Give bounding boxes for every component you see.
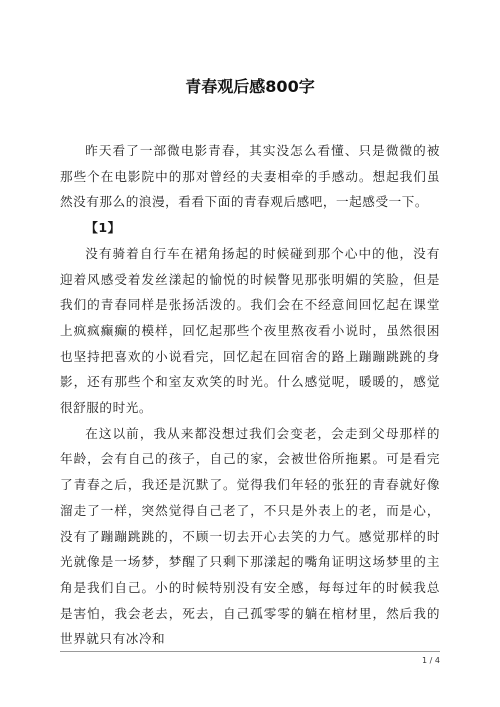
- section-heading: 【1】: [85, 220, 121, 236]
- footer-divider: [60, 651, 440, 652]
- paragraph: 在这以前，我从来都没想过我们会变老，会走到父母那样的年龄，会有自己的孩子，自己的家，会被世俗所拖累。可是看完了青春之后，我还是沉默了。觉得我们年轻的张狂的青春就好像溜走了一样，突然觉得自己老了，不只是外表上的老，而是心，没有了蹦蹦跳跳的，不顾一切去开心去笑的力气。感觉那样的时光就像是一场梦，梦醒了只剩下那漾起的嘴角证明这场梦里的主角是我们自己。小的时候特别没有安全感，每每过年的时候我总是害怕，我会老去，死去，自己孤零零的躺在棺材里，然后我的世界就只有冰冷和: [60, 425, 440, 647]
- paragraph-intro: 昨天看了一部微电影青春，其实没怎么看懂、只是微微的被那些个在电影院中的那对曾经的夫妻相牵的手感动。想起我们虽然没有那么的浪漫，看看下面的青春观后感吧，一起感受一下。: [60, 143, 440, 210]
- document-title: 青春观后感800字: [185, 77, 315, 96]
- paragraph: 没有骑着自行车在裙角扬起的时候碰到那个心中的他，没有迎着风感受着发丝漾起的愉悦的时候瞥见那张明媚的笑脸，但是我们的青春同样是张扬活泼的。我们会在不经意间回忆起在课堂上疯疯癫癫的模样，回忆起那些个夜里熬夜看小说时，虽然很困也坚持把喜欢的小说看完，回忆起在回宿舍的路上蹦蹦跳跳的身影，还有那些个和室友欢笑的时光。什么感觉呢，暖暖的，感觉很舒服的时光。: [60, 245, 440, 416]
- page-number: 1 / 4: [422, 656, 440, 665]
- document-body: [60, 138, 440, 652]
